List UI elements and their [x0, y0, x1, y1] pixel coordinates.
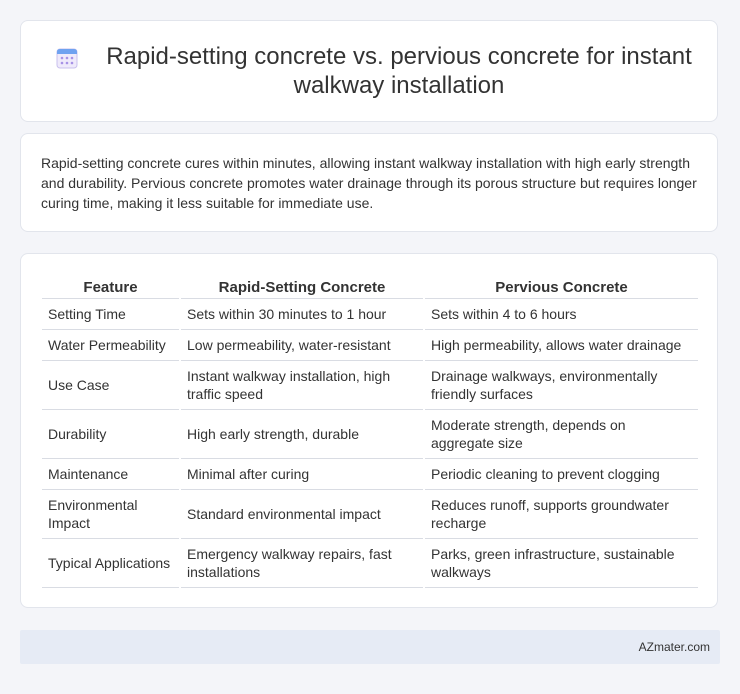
- row-feature-cell: Durability: [42, 410, 180, 459]
- table-row: [42, 539, 698, 588]
- header-feature: Feature: [42, 276, 180, 299]
- comparison-table: [42, 276, 698, 588]
- header-pervious: Pervious Concrete: [424, 276, 698, 299]
- table-row: [42, 490, 698, 539]
- title-card: [20, 20, 718, 122]
- footer-brand[interactable]: AZmater.com: [638, 640, 710, 654]
- summary-card: [20, 133, 718, 232]
- table-row: [42, 459, 698, 490]
- row-pervious-cell: Sets within 4 to 6 hours: [424, 299, 698, 330]
- table-row: [42, 330, 698, 361]
- table-header-row: [42, 276, 698, 299]
- row-pervious-cell: Periodic cleaning to prevent clogging: [424, 459, 698, 490]
- row-feature-cell: Maintenance: [42, 459, 180, 490]
- row-pervious-cell: High permeability, allows water drainage: [424, 330, 698, 361]
- row-rapid-cell: Sets within 30 minutes to 1 hour: [180, 299, 424, 330]
- footer-bar: [20, 630, 720, 664]
- table-row: [42, 361, 698, 410]
- header-rapid-setting: Rapid-Setting Concrete: [180, 276, 424, 299]
- row-feature-cell: Use Case: [42, 361, 180, 410]
- row-rapid-cell: Standard environmental impact: [180, 490, 424, 539]
- row-pervious-cell: Reduces runoff, supports groundwater recharge: [424, 490, 698, 539]
- row-rapid-cell: Instant walkway installation, high traffic speed: [180, 361, 424, 410]
- row-feature-cell: Environmental Impact: [42, 490, 180, 539]
- page-title: Rapid-setting concrete vs. pervious concrete for instant walkway installation: [106, 43, 692, 99]
- row-pervious-cell: Parks, green infrastructure, sustainable walkways: [424, 539, 698, 588]
- row-rapid-cell: Low permeability, water-resistant: [180, 330, 424, 361]
- row-pervious-cell: Moderate strength, depends on aggregate size: [424, 410, 698, 459]
- row-pervious-cell: Drainage walkways, environmentally friendly surfaces: [424, 361, 698, 410]
- row-feature-cell: Water Permeability: [42, 330, 180, 361]
- row-rapid-cell: Minimal after curing: [180, 459, 424, 490]
- row-feature-cell: Setting Time: [42, 299, 180, 330]
- row-rapid-cell: High early strength, durable: [180, 410, 424, 459]
- comparison-card: [20, 253, 718, 608]
- table-row: [42, 299, 698, 330]
- table-row: [42, 410, 698, 459]
- row-feature-cell: Typical Applications: [42, 539, 180, 588]
- row-rapid-cell: Emergency walkway repairs, fast installations: [180, 539, 424, 588]
- summary-text: Rapid-setting concrete cures within minutes, allowing instant walkway installation with high early strength and durability. Pervious concrete promotes water drainage through its porous structure but requires longer curing time, making it less suitable for immediate use.: [41, 155, 697, 211]
